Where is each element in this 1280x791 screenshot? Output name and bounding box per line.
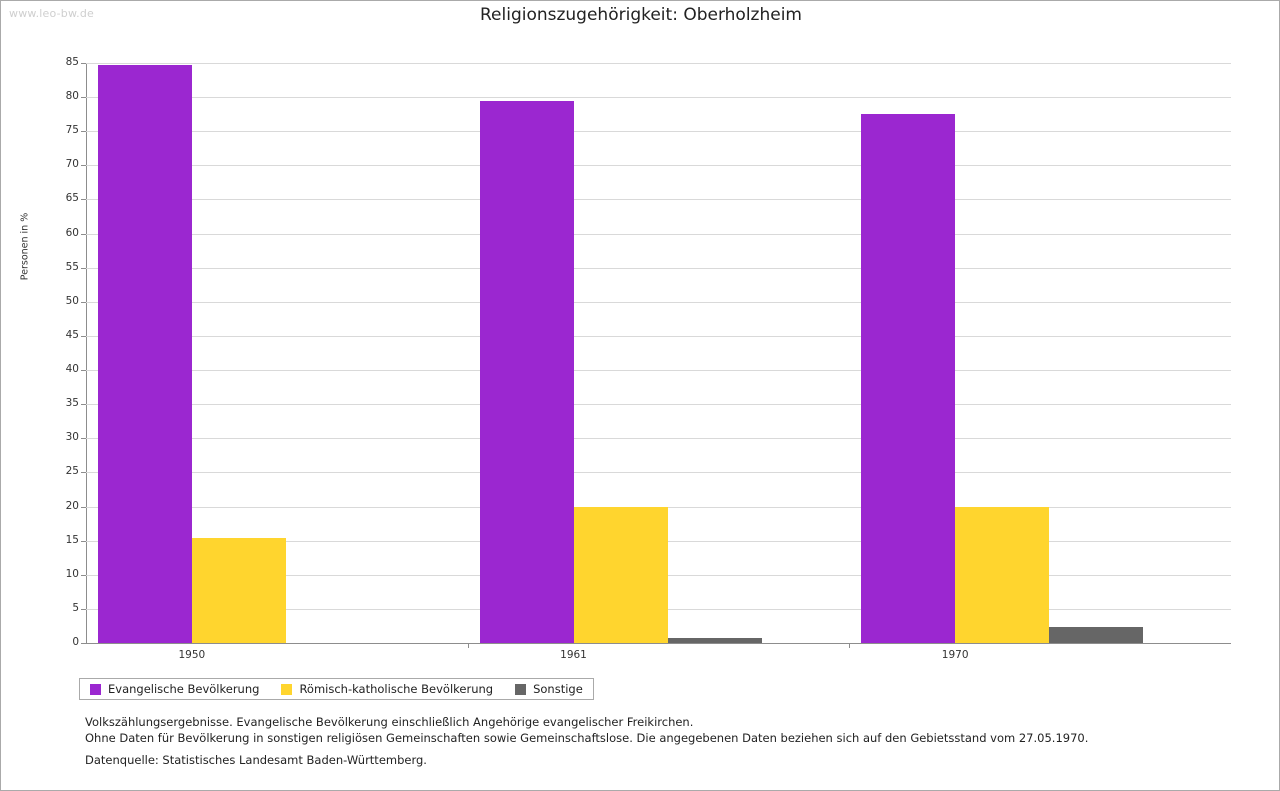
y-tick-label: 55 — [65, 260, 79, 273]
bar-1970-2 — [1049, 627, 1143, 643]
gridline — [86, 472, 1231, 473]
chart-title: Religionszugehörigkeit: Oberholzheim — [479, 5, 802, 25]
gridline — [86, 302, 1231, 303]
y-tick-label: 50 — [65, 294, 79, 307]
y-tick-mark — [81, 609, 86, 610]
y-tick-mark — [81, 302, 86, 303]
watermark-label: www.leo-bw.de — [9, 7, 95, 20]
y-tick-mark — [81, 199, 86, 200]
bar-1970-1 — [955, 507, 1049, 643]
gridline — [86, 234, 1231, 235]
x-tick-mark — [468, 643, 469, 648]
x-tick-label: 1970 — [941, 649, 969, 661]
x-tick-label: 1950 — [178, 649, 206, 661]
y-tick-label: 15 — [65, 533, 79, 546]
y-tick-label: 60 — [65, 226, 79, 239]
y-tick-label: 0 — [72, 636, 79, 648]
legend-item[interactable] — [515, 682, 583, 696]
y-tick-label: 70 — [65, 158, 79, 171]
y-tick-mark — [81, 472, 86, 473]
y-tick-mark — [81, 131, 86, 132]
y-tick-label: 75 — [65, 124, 79, 137]
y-tick-label: 5 — [72, 601, 79, 614]
y-tick-label: 65 — [65, 192, 79, 205]
bar-1961-0 — [480, 101, 574, 643]
y-tick-mark — [81, 268, 86, 269]
legend-swatch-icon — [515, 684, 526, 695]
y-tick-mark — [81, 507, 86, 508]
footnote-line-1: Volkszählungsergebnisse. Evangelische Bevölkerung einschließlich Angehörige evangelischer Freikirchen. — [85, 715, 694, 729]
y-tick-label: 40 — [65, 363, 79, 376]
bar-1961-2 — [668, 638, 762, 643]
x-tick-mark — [849, 643, 850, 648]
plot-area — [86, 63, 1231, 643]
y-tick-mark — [81, 438, 86, 439]
gridline — [86, 404, 1231, 405]
data-source-label: Datenquelle: Statistisches Landesamt Baden-Württemberg. — [85, 753, 427, 767]
gridline — [86, 97, 1231, 98]
y-tick-mark — [81, 165, 86, 166]
bar-1961-1 — [574, 507, 668, 643]
legend-item[interactable] — [281, 682, 493, 696]
y-tick-label: 30 — [65, 431, 79, 444]
y-tick-mark — [81, 63, 86, 64]
y-tick-label: 10 — [65, 567, 79, 580]
footnotes — [85, 714, 1088, 746]
y-tick-mark — [81, 97, 86, 98]
gridline — [86, 370, 1231, 371]
gridline — [86, 199, 1231, 200]
x-tick-label: 1961 — [560, 649, 587, 661]
legend-label: Römisch-katholische Bevölkerung — [299, 682, 494, 696]
y-tick-mark — [81, 643, 86, 644]
bar-1970-0 — [861, 114, 955, 644]
y-axis-label: Personen in % — [19, 212, 31, 281]
footnote-line-2: Ohne Daten für Bevölkerung in sonstigen religiösen Gemeinschaften sowie Gemeinschaftslose. Die angegebenen Daten beziehen sich auf den Gebietsstand vom 27.05.1970. — [85, 731, 1089, 745]
y-tick-mark — [81, 575, 86, 576]
y-tick-label: 80 — [65, 90, 79, 103]
y-tick-label: 45 — [65, 328, 79, 341]
legend-label: Sonstige — [533, 682, 583, 696]
y-tick-mark — [81, 370, 86, 371]
y-tick-mark — [81, 234, 86, 235]
y-tick-label: 85 — [65, 56, 79, 68]
gridline — [86, 268, 1231, 269]
legend-label: Evangelische Bevölkerung — [108, 682, 260, 696]
y-tick-label: 20 — [65, 499, 79, 512]
y-tick-mark — [81, 404, 86, 405]
y-tick-mark — [81, 336, 86, 337]
bar-1950-1 — [192, 538, 286, 643]
legend-swatch-icon — [281, 684, 292, 695]
x-axis-line — [86, 643, 1231, 644]
chart-legend — [79, 678, 594, 700]
legend-item[interactable] — [90, 682, 259, 696]
gridline — [86, 165, 1231, 166]
y-tick-label: 25 — [65, 465, 79, 478]
y-tick-label: 35 — [65, 397, 79, 410]
gridline — [86, 131, 1231, 132]
legend-swatch-icon — [90, 684, 101, 695]
gridline — [86, 336, 1231, 337]
y-tick-mark — [81, 541, 86, 542]
gridline — [86, 438, 1231, 439]
bar-1950-0 — [98, 65, 192, 643]
gridline — [86, 63, 1231, 64]
